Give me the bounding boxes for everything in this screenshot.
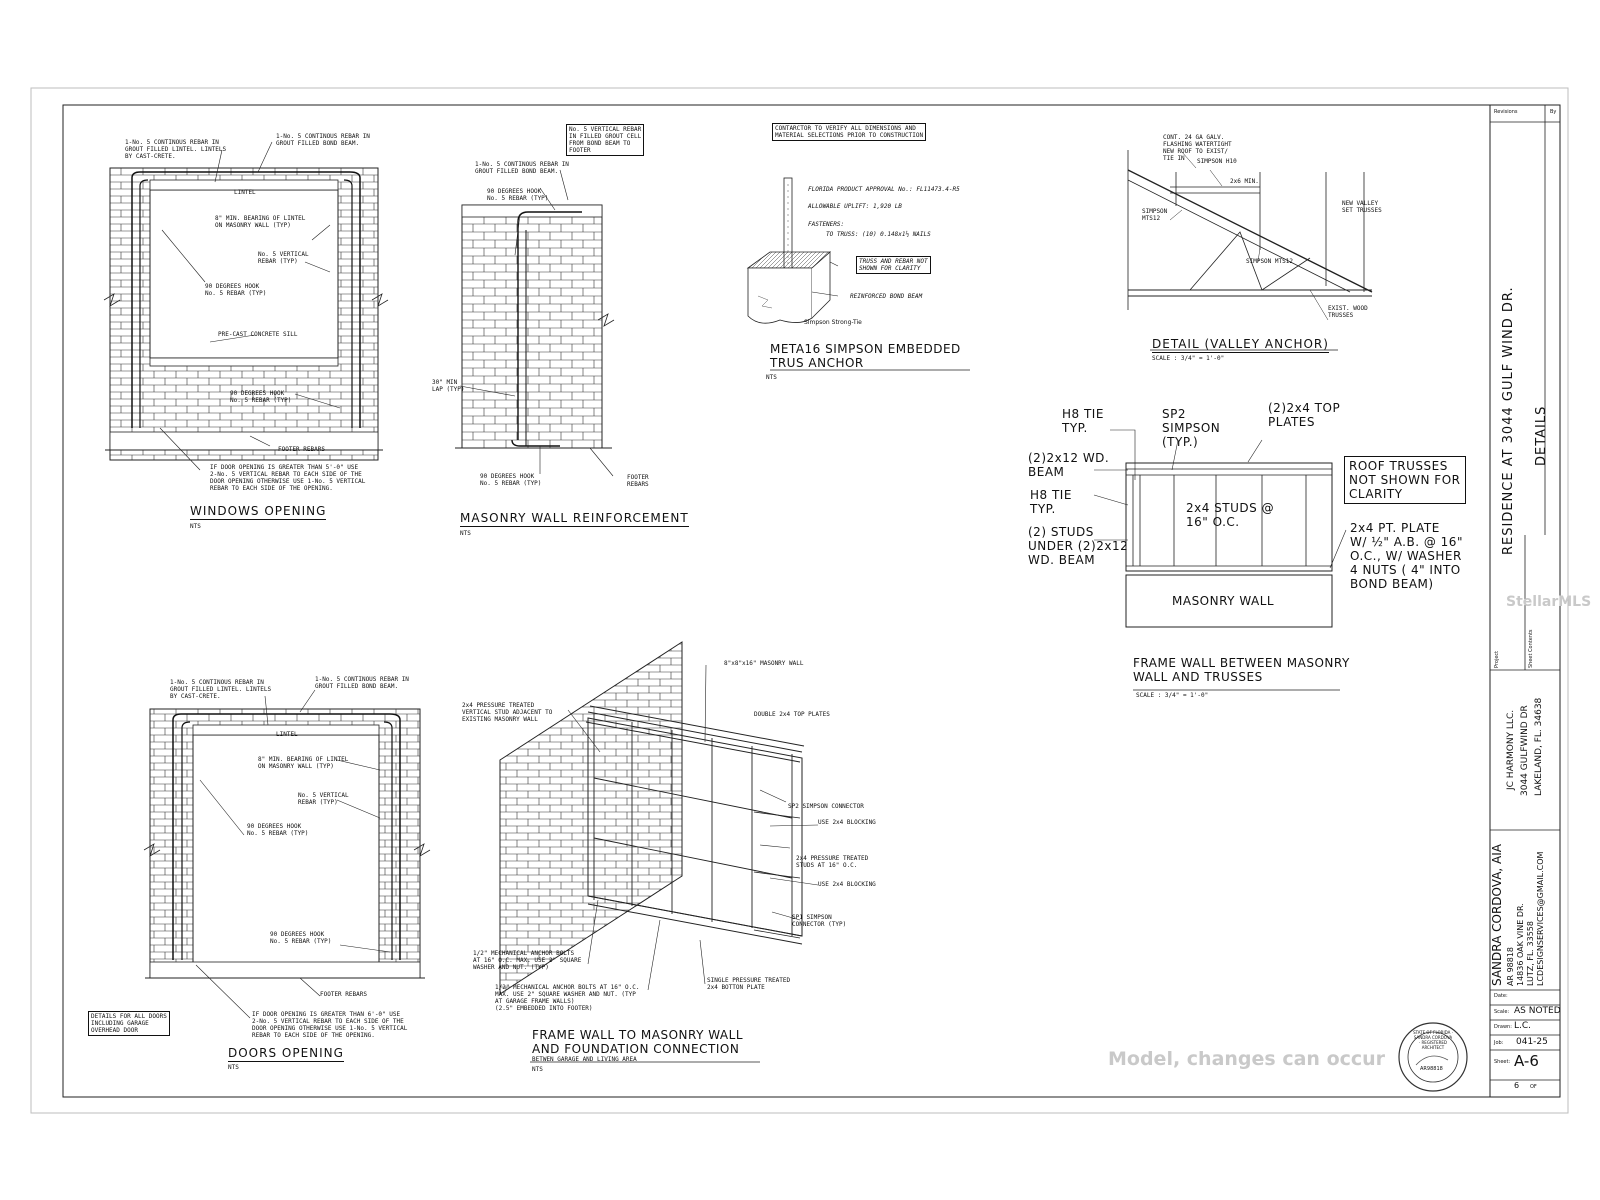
conn-nts: NTS — [532, 1066, 543, 1073]
anchor-fasteners: FASTENERS: — [808, 221, 845, 228]
windows-note-hook-top: 90 DEGREES HOOK No. 5 REBAR (TYP) — [205, 283, 267, 297]
tb-by: By — [1550, 109, 1557, 115]
conn-anchor-bolts-1: 1/2" MECHANICAL ANCHOR BOLTS AT 16" O.C. MAX. USE 2" SQUARE WASHER AND NUT. (TYP) — [473, 950, 582, 971]
anchor-title-line2: TRUS ANCHOR — [770, 356, 864, 370]
anchor-approval: FLORIDA PRODUCT APPROVAL No.: FL11473.4-R5 — [808, 186, 960, 193]
valley-scale: SCALE : 3/4" = 1'-0" — [1152, 355, 1225, 362]
frame-beam: (2)2x12 WD. BEAM — [1028, 451, 1110, 479]
tb-drawn-label: Drawn: — [1494, 1024, 1512, 1030]
tb-project: RESIDENCE AT 3044 GULF WIND DR. — [1501, 286, 1516, 555]
conn-anchor-bolts-2: 1/2" MECHANICAL ANCHOR BOLTS AT 16" O.C. MAX. USE 2" SQUARE WASHER AND NUT. (TYP AT GARAGE FRAME WALLS) (2.5" EMBEDDED INTO FOOTER) — [495, 984, 640, 1012]
doors-details-box: DETAILS FOR ALL DOORS INCLUDING GARAGE OVERHEAD DOOR — [88, 1011, 170, 1036]
doors-note-bearing: 8" MIN. BEARING OF LINTEL ON MASONRY WALL (TYP) — [258, 756, 349, 770]
frame-title: FRAME WALL BETWEEN MASONRY WALL AND TRUSSES — [1133, 656, 1350, 684]
valley-new-trusses: NEW VALLEY SET TRUSSES — [1342, 200, 1382, 214]
anchor-to-truss: TO TRUSS: (10) 0.148x1½ NAILS — [826, 231, 931, 238]
tb-architect-5: LCDESIGNSERVICES@GMAIL.COM — [1536, 851, 1545, 986]
doors-note-hook-top: 90 DEGREES HOOK No. 5 REBAR (TYP) — [247, 823, 309, 837]
windows-lintel-label: LINTEL — [234, 189, 256, 196]
valley-simpson-h10: SIMPSON H10 — [1197, 158, 1237, 165]
conn-title-line1: FRAME WALL TO MASONRY WALL — [532, 1028, 744, 1042]
tb-job-label: Job: — [1494, 1040, 1504, 1046]
conn-sp1: SP1 SIMPSON CONNECTOR (TYP) — [792, 914, 847, 928]
seal-number: AR98818 — [1420, 1066, 1443, 1072]
tb-client-1: JC HARMONY LLC. — [1506, 709, 1516, 790]
valley-exist-trusses: EXIST. WOOD TRUSSES — [1328, 305, 1368, 319]
doors-opening-title: DOORS OPENING — [228, 1046, 344, 1060]
conn-title-line2: AND FOUNDATION CONNECTION — [532, 1042, 740, 1056]
windows-note-bond-rebar: 1-No. 5 CONTINOUS REBAR IN GROUT FILLED BOND BEAM. — [276, 133, 370, 147]
tb-client-3: LAKELAND, FL. 34638 — [1534, 697, 1544, 796]
tb-architect-1: SANDRA CORDOVA, AIA — [1490, 843, 1504, 986]
conn-bottom-plate: SINGLE PRESSURE TREATED 2x4 BOTTON PLATE — [707, 977, 791, 991]
tb-architect-3: 14836 OAK VINE DR. — [1516, 903, 1525, 986]
masonry-note-hook-top: 90 DEGREES HOOK No. 5 REBAR (TYP) — [487, 188, 549, 202]
frame-roof-note: ROOF TRUSSES NOT SHOWN FOR CLARITY — [1344, 456, 1466, 504]
frame-sp2: SP2 SIMPSON (TYP.) — [1162, 407, 1221, 449]
anchor-truss-note: TRUSS AND REBAR NOT SHOWN FOR CLARITY — [856, 256, 931, 274]
masonry-note-vertical-rebar: No. 5 VERTICAL REBAR IN FILLED GROUT CELL FROM BOND BEAM TO FOOTER — [566, 124, 644, 156]
tb-architect-2: AR 98818 — [1506, 946, 1515, 986]
tb-revisions: Revisions — [1494, 109, 1518, 115]
conn-top-plates: DOUBLE 2x4 TOP PLATES — [754, 711, 830, 718]
conn-blocking-1: USE 2x4 BLOCKING — [818, 819, 876, 826]
windows-note-vertical: No. 5 VERTICAL REBAR (TYP) — [258, 251, 309, 265]
doors-lintel-label: LINTEL — [276, 731, 298, 738]
tb-project-label: Project — [1494, 650, 1500, 668]
tb-sheet-contents-label: Sheet Contents — [1528, 629, 1534, 668]
windows-note-lintel-rebar: 1-No. 5 CONTINOUS REBAR IN GROUT FILLED LINTEL. LINTELS BY CAST-CRETE. — [125, 139, 227, 160]
seal-text: STATE OF FLORIDA · SANDRA CORDOVA · REGISTERED ARCHITECT — [1413, 1030, 1453, 1050]
frame-h8-mid: H8 TIE TYP. — [1030, 488, 1072, 516]
masonry-title: MASONRY WALL REINFORCEMENT — [460, 511, 689, 525]
tb-sheet-label: Sheet: — [1494, 1059, 1511, 1065]
doors-note-bond-rebar: 1-No. 5 CONTINOUS REBAR IN GROUT FILLED BOND BEAM. — [315, 676, 409, 690]
doors-note-lintel-rebar: 1-No. 5 CONTINOUS REBAR IN GROUT FILLED LINTEL. LINTELS BY CAST-CRETE. — [170, 679, 272, 700]
tb-of: OF — [1530, 1084, 1537, 1090]
doors-opening-drawing — [144, 690, 430, 1018]
doors-nts: NTS — [228, 1064, 239, 1071]
masonry-wall-reinforcement-drawing — [455, 170, 614, 476]
conn-sp2: SP2 SIMPSON CONNECTOR — [788, 803, 864, 810]
frame-scale: SCALE : 3/4" = 1'-0" — [1136, 692, 1209, 699]
contractor-note: CONTARCTOR TO VERIFY ALL DIMENSIONS AND MATERIAL SELECTIONS PRIOR TO CONSTRUCTION — [772, 123, 926, 141]
anchor-nts: NTS — [766, 374, 777, 381]
frame-studs-under: (2) STUDS UNDER (2)2x12 WD. BEAM — [1028, 525, 1129, 567]
windows-note-door: IF DOOR OPENING IS GREATER THAN 5'-0" USE 2-No. 5 VERTICAL REBAR TO EACH SIDE OF THE DOOR OPENING OTHERWISE USE 1-No. 5 VERTICAL REBAR TO EACH SIDE OF THE OPENING. — [210, 464, 366, 492]
windows-note-bearing: 8" MIN. BEARING OF LINTEL ON MASONRY WALL (TYP) — [215, 215, 306, 229]
tb-scale-label: Scale: — [1494, 1009, 1510, 1015]
frame-pt-plate: 2x4 PT. PLATE W/ ½" A.B. @ 16" O.C., W/ WASHER 4 NUTS ( 4" INTO BOND BEAM) — [1350, 521, 1463, 591]
frame-h8-top: H8 TIE TYP. — [1062, 407, 1104, 435]
windows-opening-title: WINDOWS OPENING — [190, 504, 327, 518]
watermark-model: Model, changes can occur — [1108, 1048, 1386, 1070]
masonry-note-bond-rebar: 1-No. 5 CONTINOUS REBAR IN GROUT FILLED BOND BEAM. — [475, 161, 569, 175]
tb-date-label: Date: — [1494, 993, 1508, 999]
conn-masonry-wall: 8"x8"x16" MASONRY WALL — [724, 660, 804, 667]
tb-drawn: L.C. — [1514, 1021, 1532, 1031]
masonry-nts: NTS — [460, 530, 471, 537]
tb-job: 041-25 — [1516, 1037, 1548, 1047]
valley-2x6-min: 2x6 MIN. — [1230, 178, 1259, 185]
anchor-brand: Simpson Strong-Tie — [804, 319, 862, 326]
anchor-title-line1: META16 SIMPSON EMBEDDED — [770, 342, 961, 356]
tb-client-2: 3044 GULFWIND DR — [1520, 705, 1530, 796]
windows-nts: NTS — [190, 523, 201, 530]
watermark-stellar: StellarMLS — [1506, 594, 1592, 610]
windows-note-footer: FOOTER REBARS — [278, 446, 325, 453]
frame-top-plates: (2)2x4 TOP PLATES — [1268, 401, 1341, 429]
windows-note-hook-bottom: 90 DEGREES HOOK No. 5 REBAR (TYP) — [230, 390, 292, 404]
doors-note-vertical: No. 5 VERTICAL REBAR (TYP) — [298, 792, 349, 806]
tb-sheet: A-6 — [1514, 1052, 1539, 1070]
tb-sheet-number: 6 — [1514, 1081, 1520, 1090]
valley-simpson-mts12-2: SIMPSON MTS12 — [1246, 258, 1293, 265]
frame-wall-drawing — [1094, 430, 1346, 690]
conn-subtitle: BETWEN GARAGE AND LIVING AREA — [532, 1056, 637, 1063]
valley-simpson-mts12: SIMPSON MTS12 — [1142, 208, 1168, 222]
doors-note-hook-bottom: 90 DEGREES HOOK No. 5 REBAR (TYP) — [270, 931, 332, 945]
windows-note-sill: PRE-CAST CONCRETE SILL — [218, 331, 298, 338]
anchor-uplift: ALLOWABLE UPLIFT: 1,920 LB — [808, 203, 902, 210]
masonry-note-footer: FOOTER REBARS — [627, 474, 649, 488]
anchor-bond-beam: REINFORCED BOND BEAM — [850, 293, 923, 300]
masonry-note-hook-bottom: 90 DEGREES HOOK No. 5 REBAR (TYP) — [480, 473, 542, 487]
doors-note-door: IF DOOR OPENING IS GREATER THAN 6'-0" USE 2-No. 5 VERTICAL REBAR TO EACH SIDE OF THE DOOR OPENING OTHERWISE USE 1-No. 5 VERTICAL REBAR TO EACH SIDE OF THE OPENING. — [252, 1011, 408, 1039]
valley-note-flashing: CONT. 24 GA GALV. FLASHING WATERTIGHT NEW ROOF TO EXIST/ TIE IN — [1163, 134, 1232, 162]
doors-note-footer: FOOTER REBARS — [320, 991, 367, 998]
frame-masonry-wall: MASONRY WALL — [1172, 594, 1275, 608]
tb-architect-4: LUTZ, FL. 33558 — [1526, 921, 1535, 986]
conn-studs: 2x4 PRESSURE TREATED STUDS AT 16" O.C. — [796, 855, 869, 869]
conn-blocking-2: USE 2x4 BLOCKING — [818, 881, 876, 888]
valley-title: DETAIL (VALLEY ANCHOR) — [1152, 337, 1329, 351]
conn-pressure-treated: 2x4 PRESSURE TREATED VERTICAL STUD ADJACENT TO EXISTING MASONRY WALL — [462, 702, 553, 723]
tb-sheet-contents: DETAILS — [1534, 405, 1549, 466]
masonry-note-lap: 30" MIN LAP (TYP) — [432, 379, 465, 393]
frame-studs: 2x4 STUDS @ 16" O.C. — [1186, 501, 1275, 529]
tb-scale: AS NOTED — [1514, 1006, 1561, 1016]
